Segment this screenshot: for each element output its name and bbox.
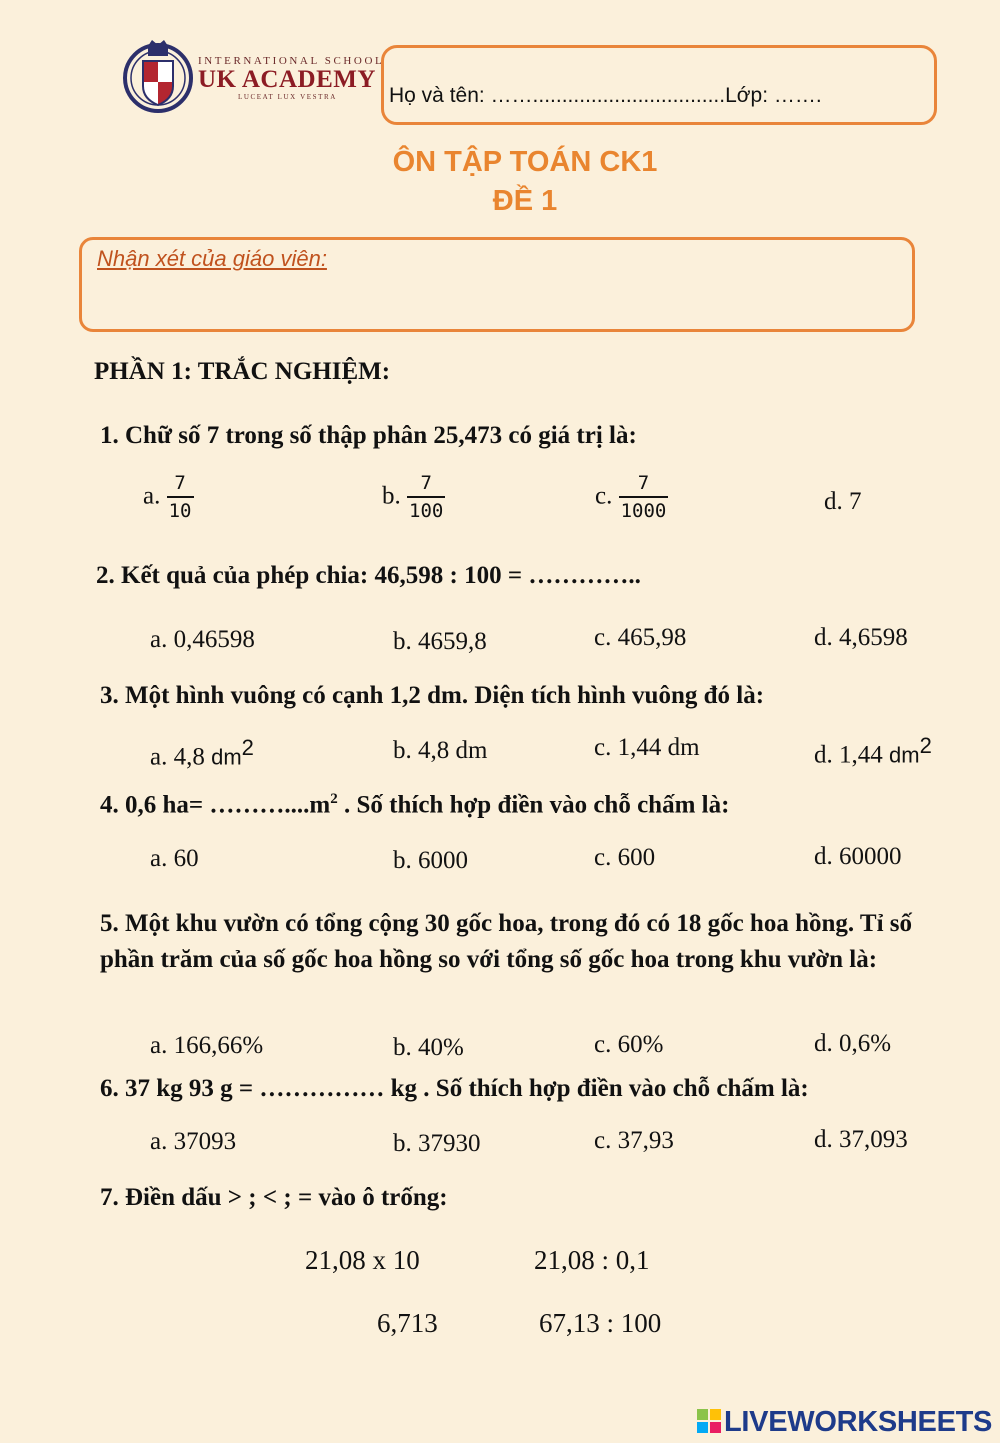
comparison-1-right: 21,08 : 0,1: [534, 1245, 650, 1275]
liveworksheets-logo: [697, 1406, 992, 1439]
fraction: [619, 472, 669, 524]
option-letter: c.: [595, 482, 613, 510]
q6-option-a[interactable]: a. 37093: [150, 1128, 237, 1155]
q5-option-d[interactable]: d. 0,6%: [814, 1030, 892, 1057]
question-7: 7. Điền dấu > ; < ; = vào ô trống:: [100, 1184, 448, 1211]
option-value: d. 1,44: [814, 741, 883, 769]
numerator: 7: [637, 472, 650, 494]
q6-option-b[interactable]: b. 37930: [393, 1130, 481, 1157]
option-letter: a.: [143, 482, 161, 510]
fraction: [407, 472, 445, 524]
page-subtitle: ĐỀ 1: [492, 185, 558, 217]
option-letter: b.: [382, 482, 401, 510]
school-name: UK ACADEMY: [198, 66, 376, 93]
liveworksheets-icon: [697, 1409, 721, 1433]
comparison-2-answer-box[interactable]: [470, 1306, 514, 1342]
option-letter: d.: [824, 488, 843, 515]
teacher-comment-label: Nhận xét của giáo viên:: [97, 246, 327, 271]
unit: dm: [889, 742, 920, 768]
question-5: 5. Một khu vườn có tổng cộng 30 gốc hoa, trong đó có 18 gốc hoa hồng. Tỉ số phần trăm của số gốc hoa hồng so với tổng số gốc hoa trong khu vườn là:: [100, 910, 913, 973]
section-title: PHẦN 1: TRẮC NGHIỆM:: [94, 358, 391, 385]
q1-option-d[interactable]: [824, 488, 862, 516]
unit: dm: [211, 744, 242, 770]
comparison-1-answer-box[interactable]: [470, 1243, 514, 1279]
school-subtitle: INTERNATIONAL SCHOOL: [198, 55, 385, 67]
q4-option-b[interactable]: b. 6000: [393, 847, 468, 874]
comparison-2-left: 6,713: [377, 1308, 438, 1338]
q3-option-a[interactable]: [150, 735, 254, 771]
q2-option-b[interactable]: b. 4659,8: [393, 628, 487, 655]
question-2: 2. Kết quả của phép chia: 46,598 : 100 = …………..: [96, 562, 641, 589]
q2-option-a[interactable]: a. 0,46598: [150, 626, 255, 653]
school-motto: LUCEAT LUX VESTRA: [238, 93, 337, 101]
comparison-2-right: 67,13 : 100: [539, 1308, 662, 1338]
option-value: a. 4,8: [150, 743, 205, 771]
q1-option-c[interactable]: [595, 472, 668, 524]
denominator: 10: [167, 496, 194, 524]
question-4-text-start: 4. 0,6 ha= ………....m: [100, 791, 331, 819]
page-title: ÔN TẬP TOÁN CK1: [392, 146, 658, 178]
q3-option-c[interactable]: c. 1,44 dm: [594, 734, 700, 761]
q5-option-c[interactable]: c. 60%: [594, 1031, 664, 1058]
denominator: 100: [407, 496, 445, 524]
q6-option-c[interactable]: c. 37,93: [594, 1127, 674, 1154]
fraction: [167, 472, 194, 524]
footer-brand: LIVEWORKSHEETS: [724, 1406, 993, 1438]
q5-option-b[interactable]: b. 40%: [393, 1034, 464, 1061]
q4-option-d[interactable]: d. 60000: [814, 843, 902, 870]
question-4: [100, 791, 729, 819]
numerator: 7: [420, 472, 432, 494]
q4-option-c[interactable]: c. 600: [594, 844, 656, 871]
question-4-text-end: . Số thích hợp điền vào chỗ chấm là:: [337, 791, 730, 819]
school-crest-icon: [120, 38, 196, 118]
exponent: 2: [919, 733, 932, 758]
q4-option-a[interactable]: a. 60: [150, 845, 199, 872]
exponent: 2: [330, 791, 338, 807]
denominator: 1000: [619, 496, 669, 524]
q3-option-d[interactable]: [814, 733, 932, 769]
student-name-class-field[interactable]: Họ và tên: …….................................Lớp: …….: [389, 84, 822, 107]
question-1: 1. Chữ số 7 trong số thập phân 25,473 có giá trị là:: [100, 422, 637, 449]
q6-option-d[interactable]: d. 37,093: [814, 1126, 908, 1153]
question-3: 3. Một hình vuông có cạnh 1,2 dm. Diện tích hình vuông đó là:: [100, 682, 765, 709]
exponent: 2: [241, 735, 254, 760]
q2-option-c[interactable]: c. 465,98: [594, 624, 687, 651]
q2-option-d[interactable]: d. 4,6598: [814, 624, 908, 651]
q1-option-a[interactable]: [143, 472, 194, 524]
numerator: 7: [174, 472, 186, 494]
q1-option-b[interactable]: [382, 472, 445, 524]
q5-option-a[interactable]: a. 166,66%: [150, 1032, 264, 1059]
q3-option-b[interactable]: b. 4,8 dm: [393, 737, 488, 764]
question-6: 6. 37 kg 93 g = …………… kg . Số thích hợp điền vào chỗ chấm là:: [100, 1075, 809, 1102]
comparison-1-left: 21,08 x 10: [305, 1245, 420, 1275]
option-value: 7: [849, 488, 862, 515]
